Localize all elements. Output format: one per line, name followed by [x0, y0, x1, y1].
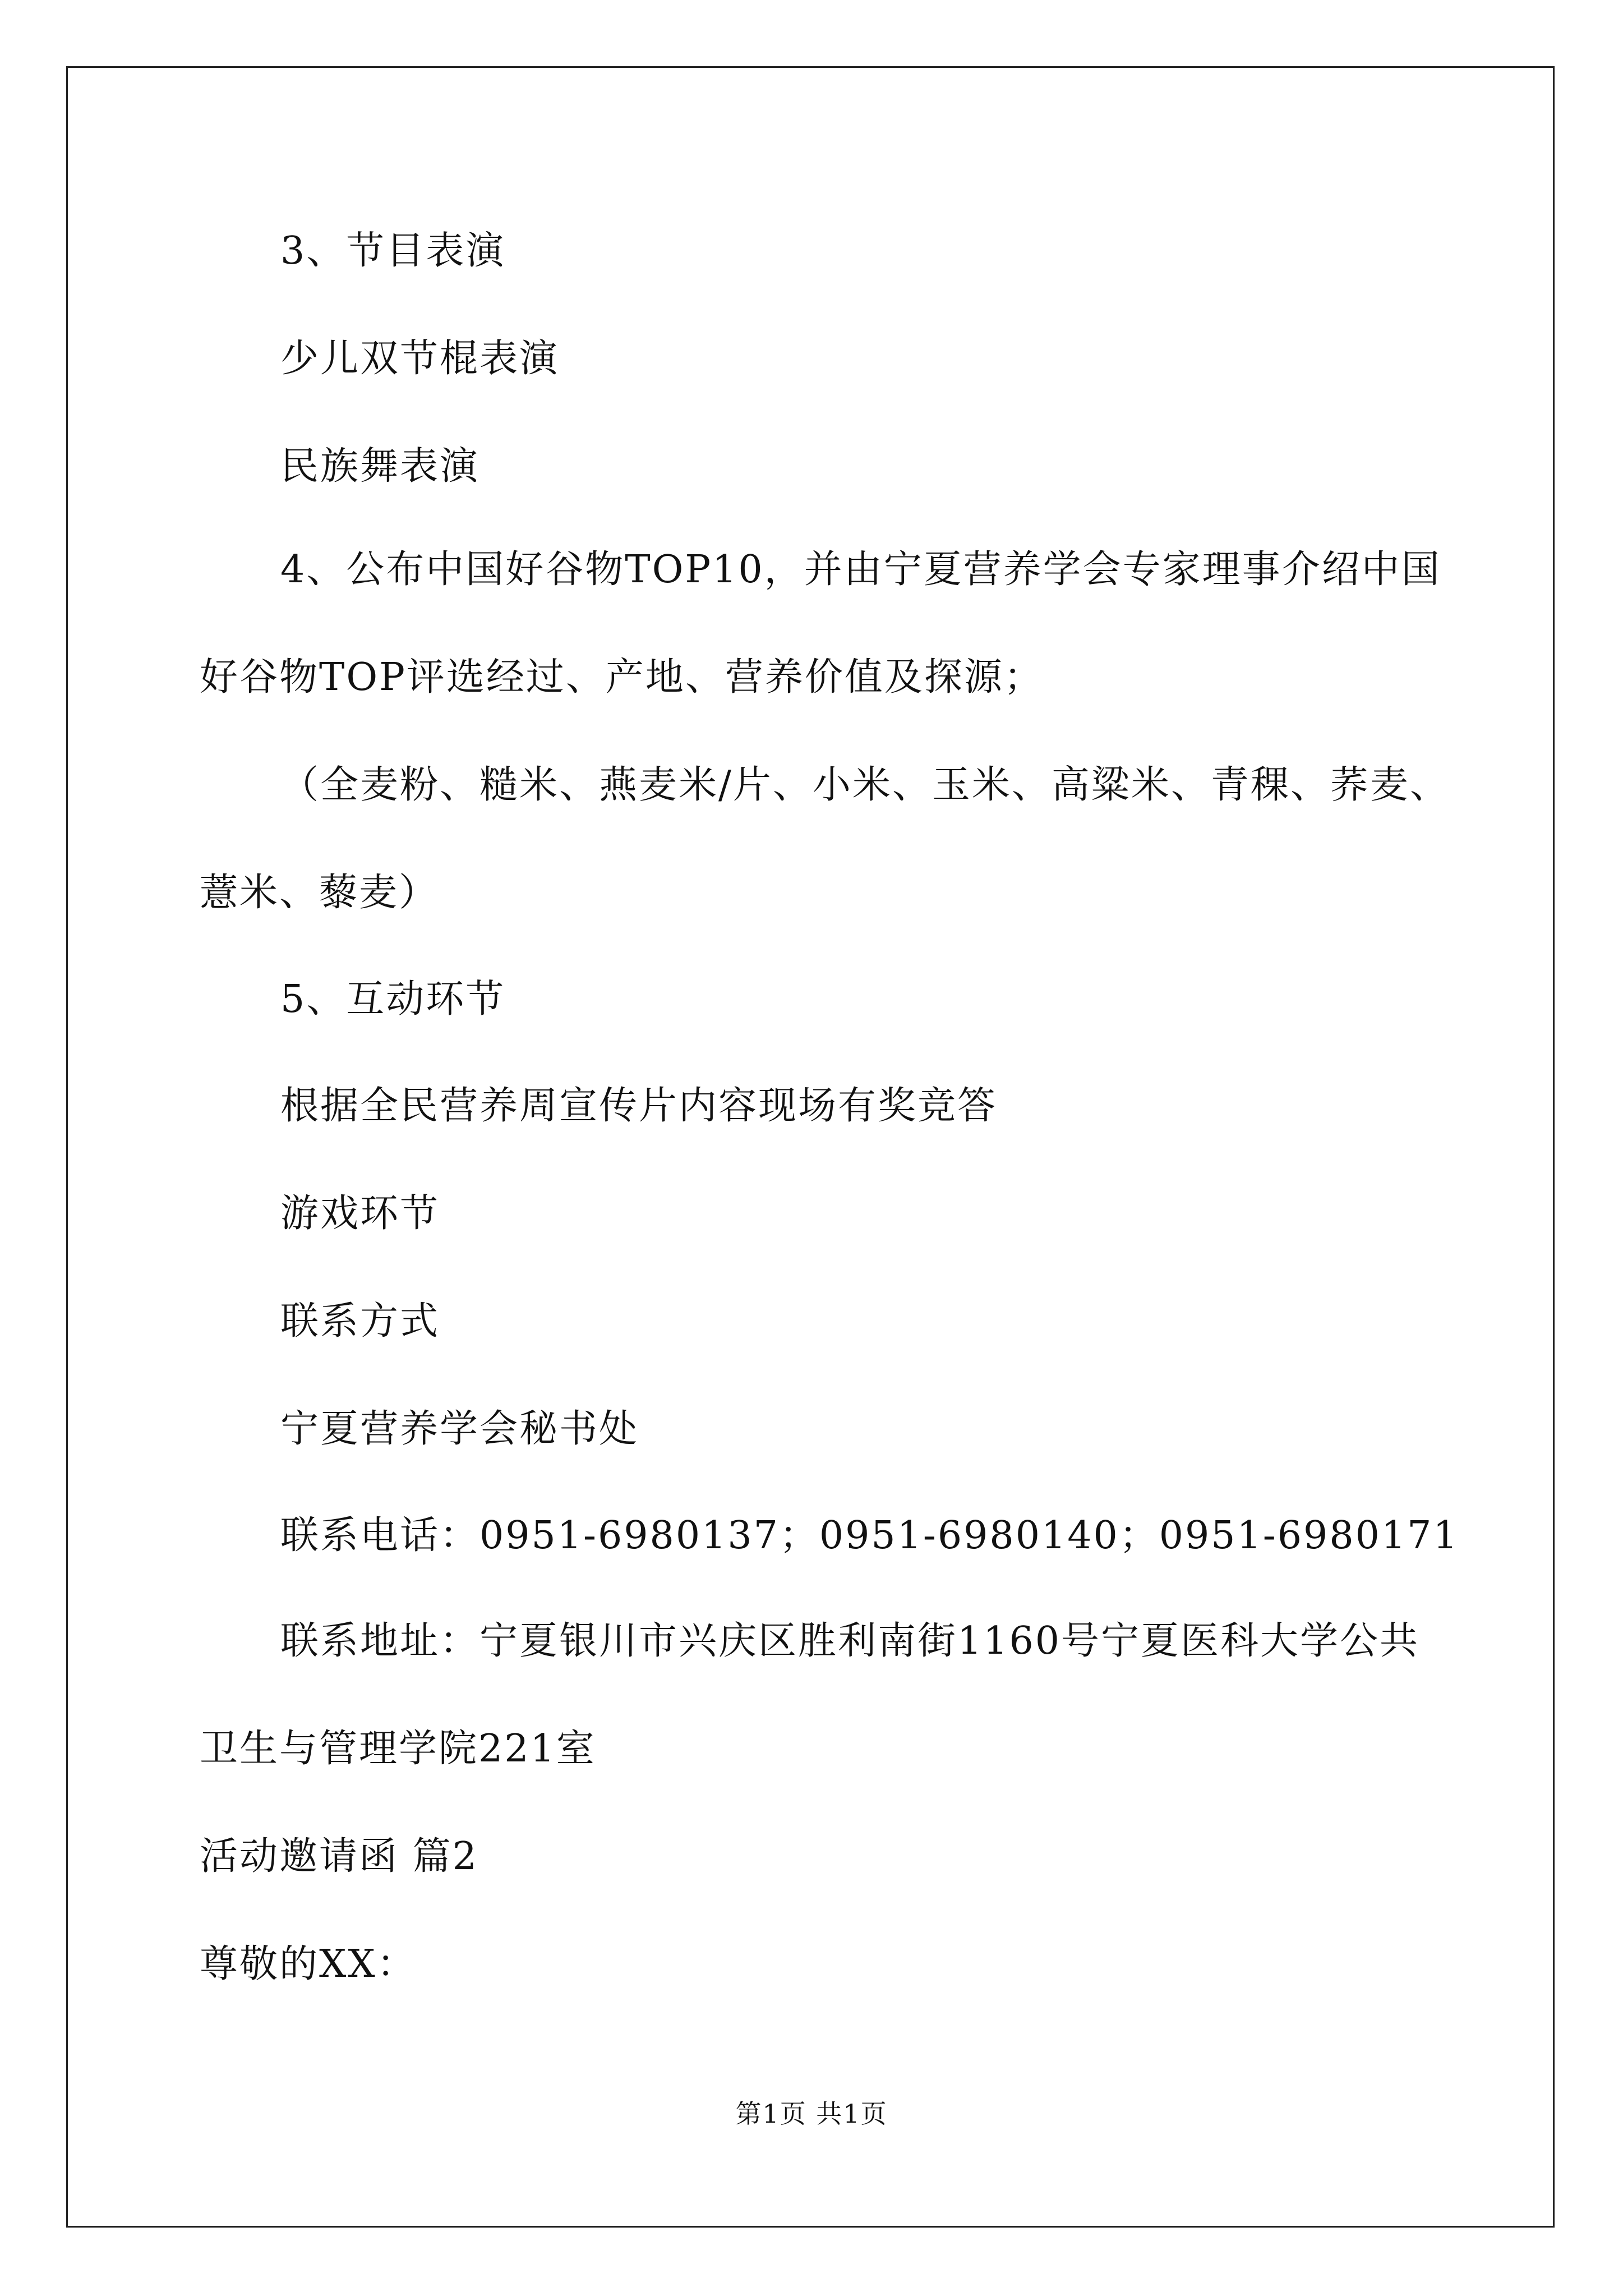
program-item-folk-dance: 民族舞表演: [280, 444, 480, 489]
contact-phone: 联系电话：0951-6980137；0951-6980140；0951-6980171: [280, 1513, 1459, 1558]
contact-organization: 宁夏营养学会秘书处: [280, 1407, 639, 1451]
program-item-nunchaku: 少儿双节棍表演: [280, 337, 560, 381]
section-5-heading: 5、互动环节: [280, 977, 506, 1022]
contact-address-line-2: 卫生与管理学院221室: [200, 1727, 596, 1771]
section-4-paragraph-line-1: 4、公布中国好谷物TOP10，并由宁夏营养学会专家理事介绍中国: [280, 547, 1441, 592]
section-4-paragraph-line-2: 好谷物TOP评选经过、产地、营养价值及探源；: [200, 655, 1044, 700]
page-border: [66, 66, 1555, 2228]
page-footer: 第1页 共1页: [735, 2099, 888, 2129]
invitation-2-title: 活动邀请函 篇2: [200, 1834, 478, 1879]
contact-heading: 联系方式: [280, 1299, 440, 1343]
salutation: 尊敬的XX：: [200, 1942, 417, 1986]
game-item: 游戏环节: [280, 1191, 440, 1236]
section-3-heading: 3、节目表演: [280, 229, 506, 273]
grain-list-line-2: 薏米、藜麦）: [200, 871, 439, 915]
contact-address-line-1: 联系地址：宁夏银川市兴庆区胜利南街1160号宁夏医科大学公共: [280, 1619, 1420, 1663]
quiz-item: 根据全民营养周宣传片内容现场有奖竞答: [280, 1084, 998, 1128]
grain-list-line-1: （全麦粉、糙米、燕麦米/片、小米、玉米、高粱米、青稞、荞麦、: [280, 763, 1450, 807]
